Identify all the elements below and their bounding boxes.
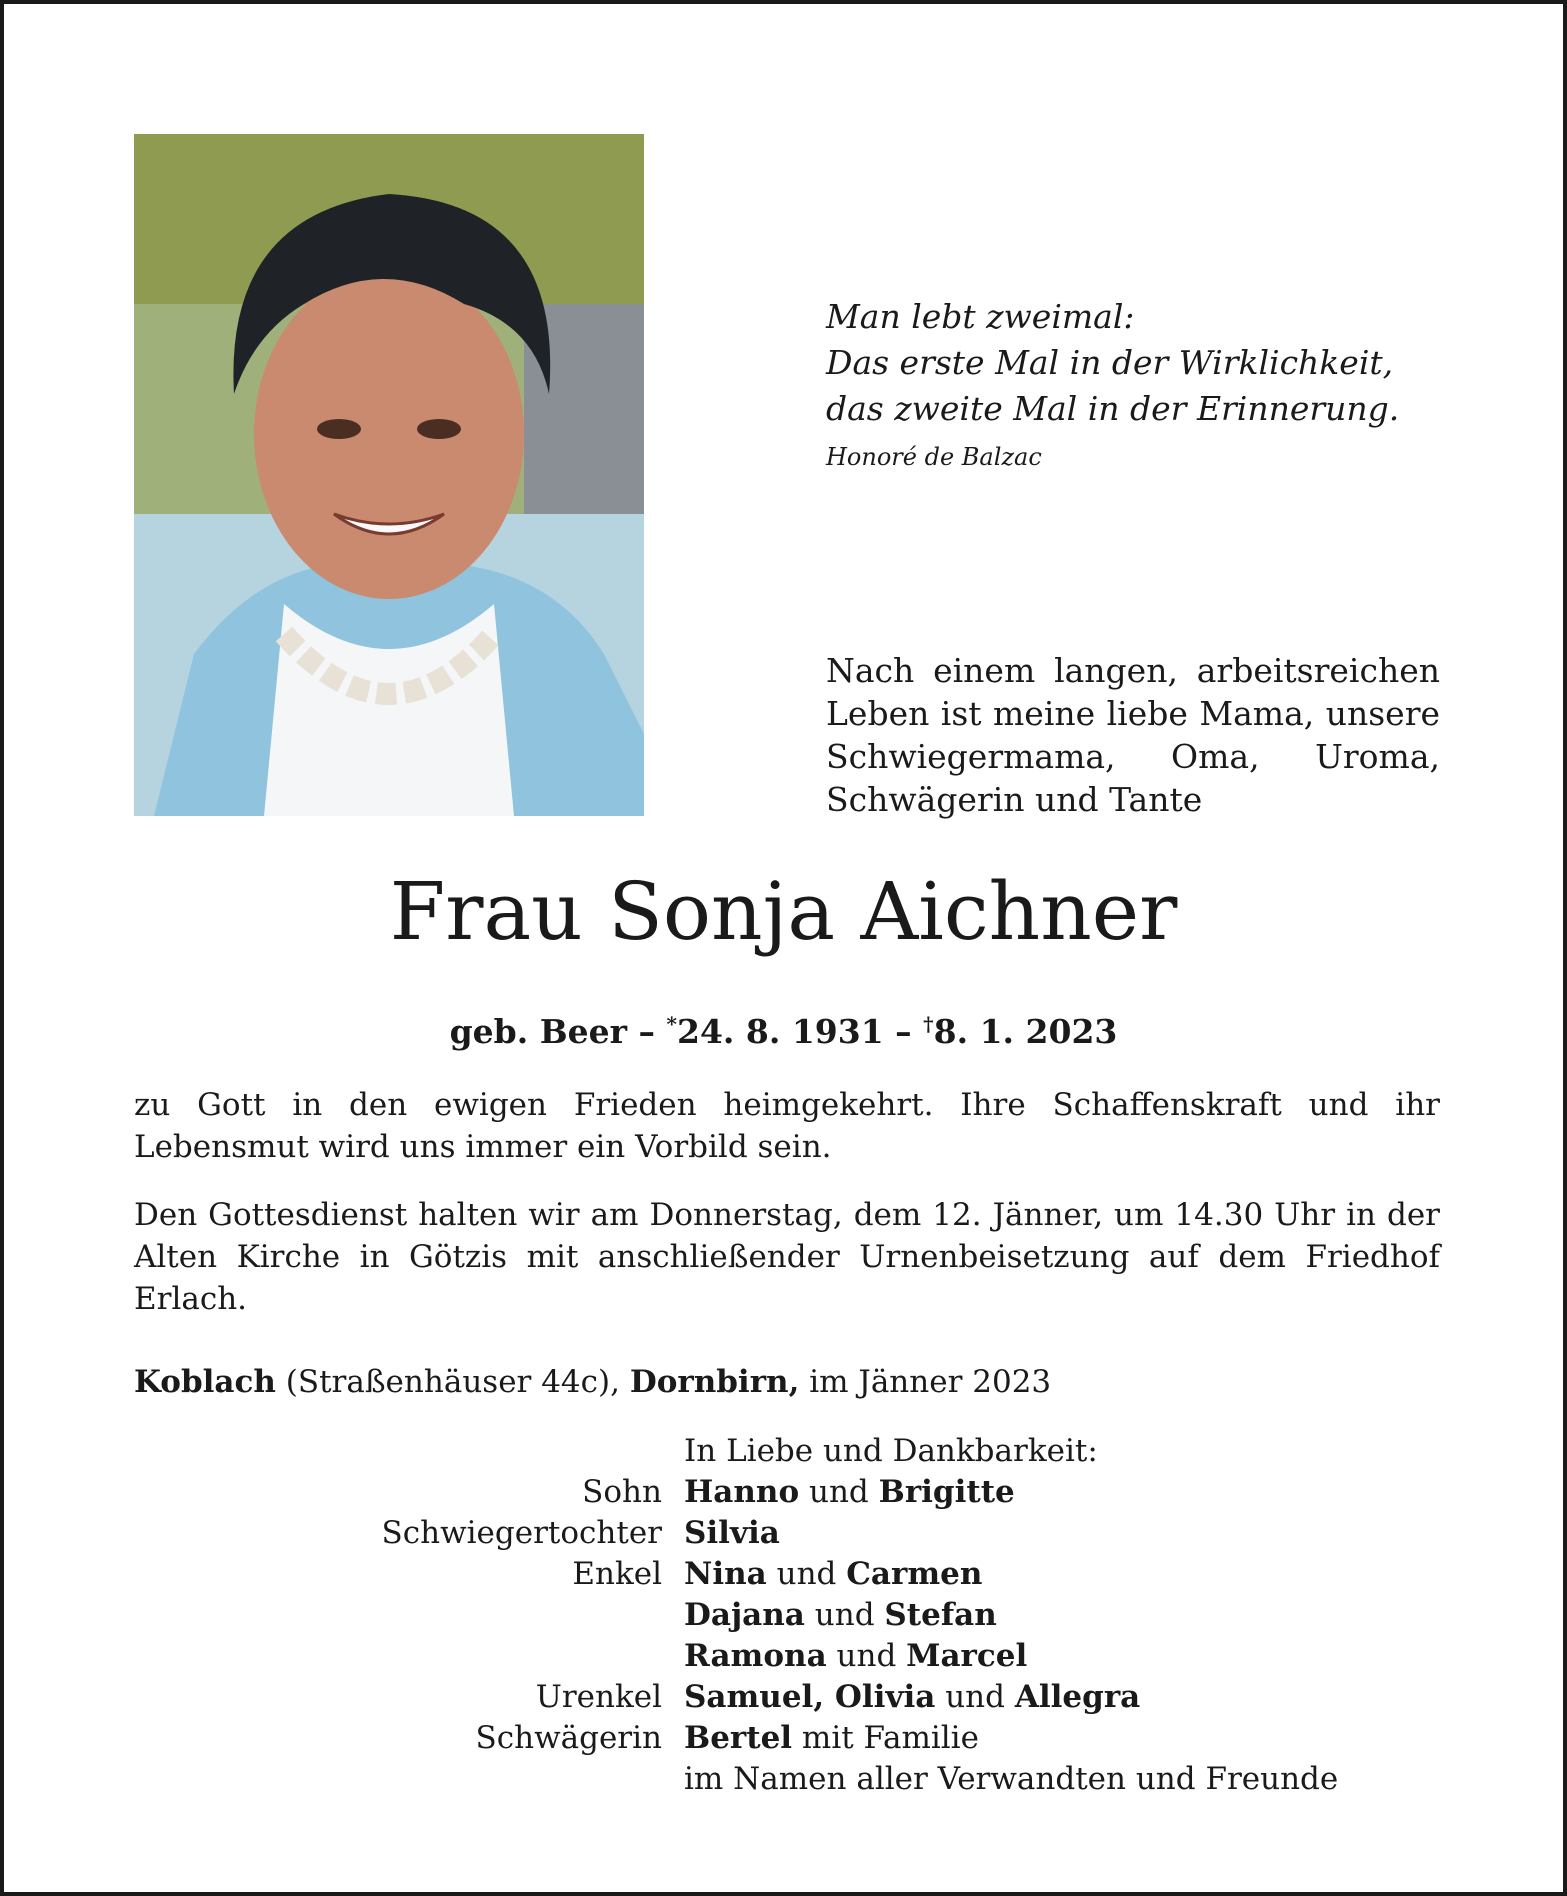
mourners-intro-row xyxy=(134,1431,1440,1472)
mourners-closing-row xyxy=(134,1759,1440,1800)
relation-label: Schwiegertochter xyxy=(381,1515,662,1551)
town-koblach: Koblach xyxy=(134,1364,276,1400)
relation-label: Sohn xyxy=(582,1474,662,1510)
mourners-list xyxy=(134,1431,1440,1800)
birth-symbol: * xyxy=(666,1012,677,1036)
place-date-line xyxy=(134,1361,1051,1403)
relation-label: Schwägerin xyxy=(475,1720,662,1756)
life-dates xyxy=(4,1002,1563,1054)
portrait-photo xyxy=(134,134,644,816)
portrait-photo-icon xyxy=(134,134,644,816)
mourners-closing: im Namen aller Verwandten und Freunde xyxy=(684,1761,1339,1797)
mourner-row xyxy=(134,1472,1440,1513)
mourner-row xyxy=(134,1595,1440,1636)
quote-line: Das erste Mal in der Wirklichkeit, xyxy=(826,343,1394,382)
relation-label: Urenkel xyxy=(535,1679,662,1715)
quote-line: das zweite Mal in der Erinnerung. xyxy=(826,389,1400,428)
relation-label xyxy=(134,1636,684,1677)
dash: – xyxy=(895,1012,912,1051)
paragraph-service: Den Gottesdienst halten wir am Donnerstag, dem 12. Jänner, um 14.30 Uhr in der Alten Kirche in Götzis mit anschließender Urnenbeisetzung auf dem Friedhof Erlach. xyxy=(134,1197,1440,1317)
mourner-names: Nina und Carmen xyxy=(684,1556,983,1592)
mourner-row xyxy=(134,1636,1440,1677)
death-date: 8. 1. 2023 xyxy=(933,1012,1118,1051)
mourner-row xyxy=(134,1554,1440,1595)
address: (Straßenhäuser 44c), xyxy=(275,1364,630,1400)
town-dornbirn: Dornbirn, xyxy=(629,1364,800,1400)
relation-label xyxy=(134,1595,684,1636)
mourners-intro: In Liebe und Dankbarkeit: xyxy=(684,1433,1098,1469)
date-line: im Jänner 2023 xyxy=(799,1364,1052,1400)
mourner-row xyxy=(134,1718,1440,1759)
birth-name: geb. Beer xyxy=(449,1012,628,1051)
mourner-names: Silvia xyxy=(684,1515,780,1551)
relation-label: Enkel xyxy=(572,1556,662,1592)
mourner-row xyxy=(134,1677,1440,1718)
mourner-names: Hanno und Brigitte xyxy=(684,1474,1015,1510)
mourner-names: Samuel, Olivia und Allegra xyxy=(684,1679,1141,1715)
paragraph-homecoming: zu Gott in den ewigen Frieden heimgekehrt. Ihre Schaffenskraft und ihr Lebensmut wird uns immer ein Vorbild sein. xyxy=(134,1087,1440,1165)
birth-date: 24. 8. 1931 xyxy=(676,1012,884,1051)
deceased-name: Frau Sonja Aichner xyxy=(389,865,1178,958)
mourner-names: Bertel mit Familie xyxy=(684,1720,979,1756)
intro-text: Nach einem langen, arbeitsreichen Leben ist meine liebe Mama, unsere Schwiegermama, Oma, Uroma, Schwägerin und Tante xyxy=(826,651,1440,819)
mourner-row xyxy=(134,1513,1440,1554)
quote-line: Man lebt zweimal: xyxy=(826,297,1135,336)
death-symbol: † xyxy=(923,1012,934,1036)
quote-author: Honoré de Balzac xyxy=(826,443,1042,471)
quote-block xyxy=(826,294,1446,474)
mourner-names: Dajana und Stefan xyxy=(684,1597,997,1633)
mourner-names: Ramona und Marcel xyxy=(684,1638,1028,1674)
dash: – xyxy=(638,1012,656,1051)
